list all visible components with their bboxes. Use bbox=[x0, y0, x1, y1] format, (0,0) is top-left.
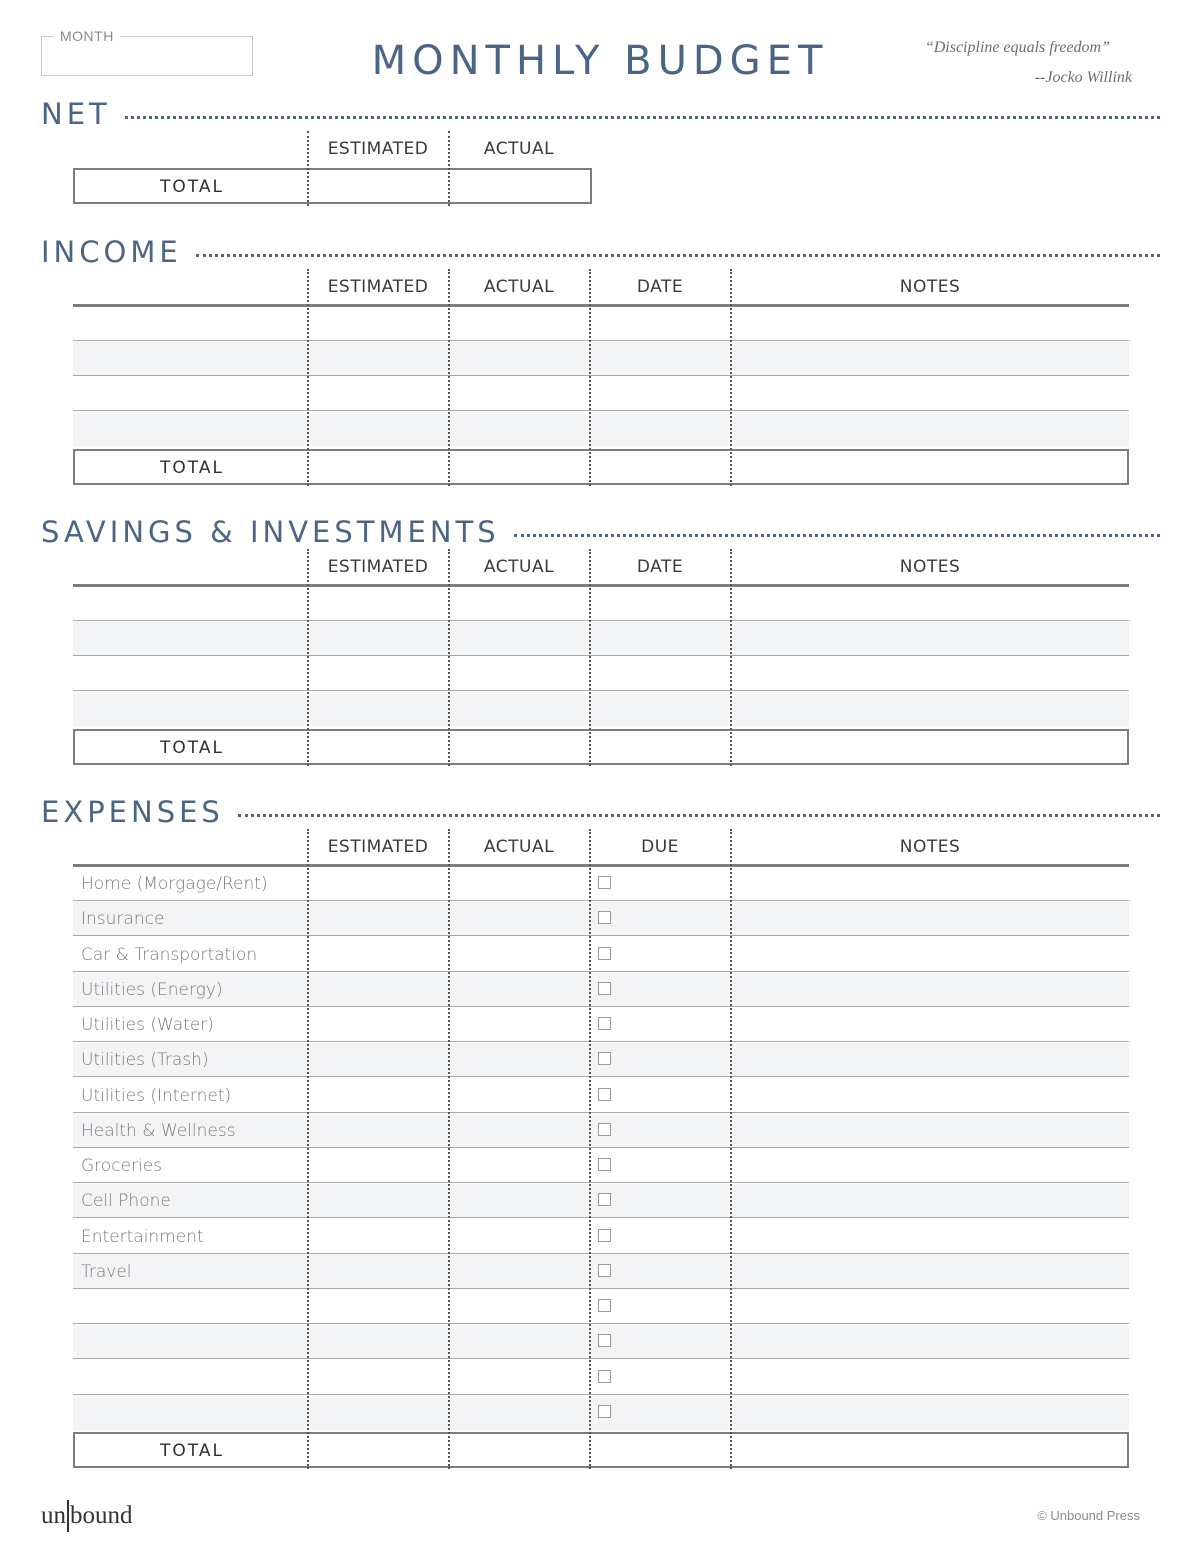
savings-col-estimated: ESTIMATED bbox=[327, 557, 429, 577]
due-checkbox[interactable] bbox=[598, 1334, 611, 1347]
table-row[interactable] bbox=[73, 307, 1129, 341]
table-row[interactable] bbox=[73, 1325, 1129, 1359]
net-table bbox=[73, 131, 1129, 206]
net-total-row[interactable] bbox=[73, 168, 592, 204]
expenses-table bbox=[73, 829, 1129, 1469]
table-row[interactable] bbox=[73, 412, 1129, 446]
due-checkbox[interactable] bbox=[598, 1405, 611, 1418]
table-row[interactable] bbox=[73, 938, 1129, 972]
expenses-heading bbox=[41, 794, 1160, 830]
quote bbox=[812, 33, 1132, 93]
table-row[interactable] bbox=[73, 1114, 1129, 1148]
expense-label: Insurance bbox=[81, 909, 165, 930]
savings-total-label: TOTAL bbox=[160, 738, 224, 758]
income-total-row[interactable] bbox=[73, 449, 1129, 485]
expense-label: Utilities (Internet) bbox=[81, 1085, 232, 1106]
income-divider-1 bbox=[307, 269, 309, 486]
expense-label: Cell Phone bbox=[81, 1191, 171, 1212]
expense-label: Home (Morgage/Rent) bbox=[81, 874, 268, 894]
expenses-divider-1 bbox=[307, 829, 309, 1469]
expenses-col-notes: NOTES bbox=[899, 837, 961, 857]
quote-text: “Discipline equals freedom” bbox=[924, 39, 1110, 56]
due-checkbox[interactable] bbox=[598, 1052, 611, 1065]
table-row[interactable] bbox=[73, 1043, 1129, 1077]
savings-divider-1 bbox=[307, 549, 309, 766]
month-label: MONTH bbox=[54, 28, 120, 44]
income-divider-2 bbox=[448, 269, 450, 486]
table-row[interactable] bbox=[73, 1149, 1129, 1183]
table-row[interactable] bbox=[73, 587, 1129, 621]
table-row[interactable] bbox=[73, 1008, 1129, 1042]
due-checkbox[interactable] bbox=[598, 982, 611, 995]
income-col-notes: NOTES bbox=[899, 277, 961, 297]
table-row[interactable] bbox=[73, 342, 1129, 376]
brand-logo bbox=[41, 1500, 133, 1532]
income-col-estimated: ESTIMATED bbox=[327, 277, 429, 297]
due-checkbox[interactable] bbox=[598, 1158, 611, 1171]
brand-left: un bbox=[41, 1502, 66, 1529]
income-heading-text: INCOME bbox=[41, 235, 182, 269]
table-row[interactable] bbox=[73, 1290, 1129, 1324]
net-heading-text: NET bbox=[41, 97, 111, 131]
expense-label: Utilities (Water) bbox=[81, 1015, 214, 1035]
expense-label: Entertainment bbox=[81, 1226, 204, 1247]
expenses-total-label: TOTAL bbox=[160, 1441, 224, 1461]
due-checkbox[interactable] bbox=[598, 947, 611, 960]
savings-col-actual: ACTUAL bbox=[483, 557, 555, 577]
expense-label: Car & Transportation bbox=[81, 944, 258, 965]
due-checkbox[interactable] bbox=[598, 876, 611, 889]
brand-divider bbox=[67, 1500, 69, 1532]
expenses-heading-dots bbox=[238, 814, 1160, 817]
brand-right: bound bbox=[70, 1502, 133, 1529]
expenses-divider-3 bbox=[589, 829, 591, 1469]
copyright: © Unbound Press bbox=[1037, 1508, 1140, 1523]
net-total-label: TOTAL bbox=[160, 177, 224, 197]
table-row[interactable] bbox=[73, 1396, 1129, 1430]
due-checkbox[interactable] bbox=[598, 1370, 611, 1383]
due-checkbox[interactable] bbox=[598, 1193, 611, 1206]
quote-author: --Jocko Willink bbox=[1034, 69, 1132, 86]
expense-label: Utilities (Energy) bbox=[81, 979, 223, 1000]
due-checkbox[interactable] bbox=[598, 1264, 611, 1277]
expenses-heading-text: EXPENSES bbox=[41, 795, 224, 829]
savings-heading-text: SAVINGS & INVESTMENTS bbox=[41, 515, 500, 549]
expenses-divider-4 bbox=[730, 829, 732, 1469]
expense-label: Groceries bbox=[81, 1156, 163, 1176]
income-heading-dots bbox=[196, 254, 1160, 257]
savings-heading bbox=[41, 514, 1160, 550]
table-row[interactable] bbox=[73, 902, 1129, 936]
savings-total-row[interactable] bbox=[73, 729, 1129, 765]
income-heading bbox=[41, 234, 1160, 270]
net-heading bbox=[41, 96, 1160, 132]
due-checkbox[interactable] bbox=[598, 1017, 611, 1030]
net-col-actual: ACTUAL bbox=[483, 139, 555, 159]
page-title: MONTHLY BUDGET bbox=[371, 38, 829, 84]
income-divider-3 bbox=[589, 269, 591, 486]
savings-col-notes: NOTES bbox=[899, 557, 961, 577]
expenses-col-estimated: ESTIMATED bbox=[327, 837, 429, 857]
due-checkbox[interactable] bbox=[598, 1229, 611, 1242]
table-row[interactable] bbox=[73, 1255, 1129, 1289]
savings-divider-3 bbox=[589, 549, 591, 766]
expense-label: Health & Wellness bbox=[81, 1120, 236, 1141]
table-row[interactable] bbox=[73, 1361, 1129, 1395]
table-row[interactable] bbox=[73, 622, 1129, 656]
due-checkbox[interactable] bbox=[598, 1088, 611, 1101]
income-table bbox=[73, 269, 1129, 486]
expenses-col-due: DUE bbox=[641, 837, 679, 857]
due-checkbox[interactable] bbox=[598, 1299, 611, 1312]
expense-label: Travel bbox=[81, 1261, 132, 1282]
savings-table bbox=[73, 549, 1129, 766]
expenses-divider-2 bbox=[448, 829, 450, 1469]
table-row[interactable] bbox=[73, 867, 1129, 901]
expenses-col-actual: ACTUAL bbox=[483, 837, 555, 857]
savings-heading-dots bbox=[514, 534, 1160, 537]
net-heading-dots bbox=[125, 116, 1160, 119]
table-row[interactable] bbox=[73, 692, 1129, 726]
net-divider-2 bbox=[448, 131, 450, 206]
income-col-date: DATE bbox=[636, 277, 684, 297]
due-checkbox[interactable] bbox=[598, 1123, 611, 1136]
due-checkbox[interactable] bbox=[598, 911, 611, 924]
table-row[interactable] bbox=[73, 1184, 1129, 1218]
net-divider-1 bbox=[307, 131, 309, 206]
net-col-estimated: ESTIMATED bbox=[327, 139, 429, 159]
savings-col-date: DATE bbox=[636, 557, 684, 577]
expense-label: Utilities (Trash) bbox=[81, 1050, 209, 1071]
table-row[interactable] bbox=[73, 377, 1129, 411]
month-field[interactable] bbox=[41, 28, 253, 76]
table-row[interactable] bbox=[73, 657, 1129, 691]
savings-divider-4 bbox=[730, 549, 732, 766]
savings-divider-2 bbox=[448, 549, 450, 766]
table-row[interactable] bbox=[73, 973, 1129, 1007]
income-total-label: TOTAL bbox=[160, 458, 224, 478]
table-row[interactable] bbox=[73, 1079, 1129, 1113]
expenses-total-row[interactable] bbox=[73, 1432, 1129, 1468]
table-row[interactable] bbox=[73, 1220, 1129, 1254]
income-divider-4 bbox=[730, 269, 732, 486]
income-col-actual: ACTUAL bbox=[483, 277, 555, 297]
